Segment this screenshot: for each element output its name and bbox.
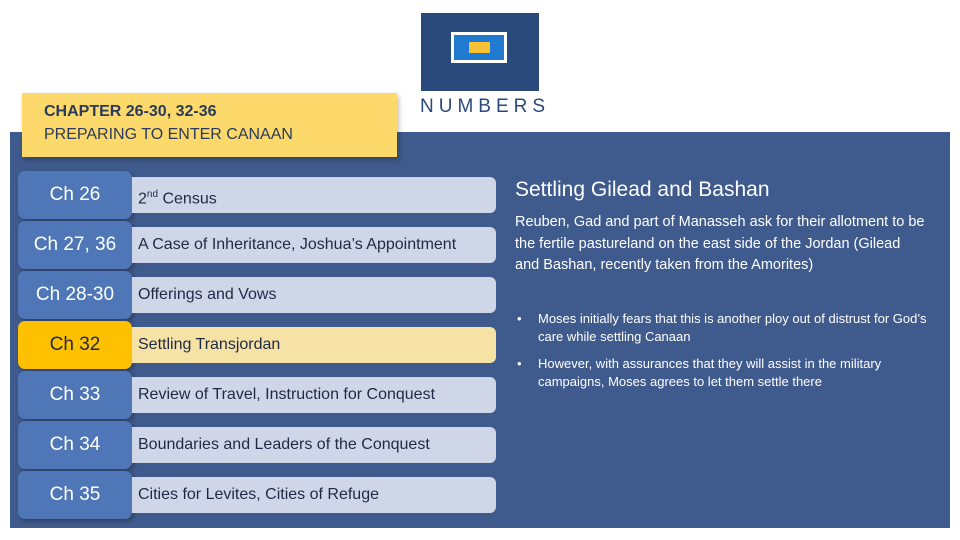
logo-frame-icon (451, 32, 507, 63)
chapter-row[interactable] (18, 221, 498, 263)
chapter-row[interactable] (18, 471, 498, 513)
chapter-row[interactable] (18, 371, 498, 413)
bullet-icon: • (517, 311, 522, 326)
section-header-subtitle: PREPARING TO ENTER CANAAN (44, 126, 293, 143)
book-title: NUMBERS (420, 96, 551, 117)
chapter-description[interactable]: A Case of Inheritance, Joshua’s Appointment (132, 227, 496, 263)
chapter-label[interactable]: Ch 27, 36 (18, 221, 132, 269)
census-text: Census (158, 190, 217, 208)
chapter-description[interactable] (132, 177, 496, 213)
chapter-label[interactable]: Ch 35 (18, 471, 132, 519)
chapter-label[interactable]: Ch 32 (18, 321, 132, 369)
list-item (515, 355, 935, 391)
book-logo (421, 13, 539, 91)
chapter-description[interactable]: Settling Transjordan (132, 327, 496, 363)
detail-bullets (515, 310, 935, 400)
chapter-row-selected[interactable] (18, 321, 498, 363)
logo-inner-icon (469, 42, 490, 53)
chapter-description[interactable]: Review of Travel, Instruction for Conquest (132, 377, 496, 413)
census-ordinal: nd (146, 189, 159, 200)
chapter-label[interactable]: Ch 26 (18, 171, 132, 219)
bullet-text: However, with assurances that they will assist in the military campaigns, Moses agrees to let them settle there (538, 356, 882, 389)
chapter-description[interactable]: Offerings and Vows (132, 277, 496, 313)
bullet-text: Moses initially fears that this is another ploy out of distrust for God’s care while settling Canaan (538, 311, 927, 344)
chapter-label[interactable]: Ch 34 (18, 421, 132, 469)
chapter-label[interactable]: Ch 33 (18, 371, 132, 419)
section-header-chapters: CHAPTER 26-30, 32-36 (44, 103, 217, 120)
chapter-row[interactable] (18, 421, 498, 463)
detail-title: Settling Gilead and Bashan (515, 178, 770, 201)
chapter-description[interactable]: Cities for Levites, Cities of Refuge (132, 477, 496, 513)
chapter-row[interactable] (18, 271, 498, 313)
chapter-label[interactable]: Ch 28-30 (18, 271, 132, 319)
census-number: 2 (138, 190, 147, 208)
chapter-description[interactable]: Boundaries and Leaders of the Conquest (132, 427, 496, 463)
section-header (22, 93, 397, 157)
detail-paragraph: Reuben, Gad and part of Manasseh ask for their allotment to be the fertile pastureland on the east side of the Jordan (Gilead and Bashan, recently taken from the Amorites) (515, 214, 925, 273)
bullet-icon: • (517, 356, 522, 371)
chapter-row[interactable] (18, 171, 498, 213)
list-item (515, 310, 935, 346)
